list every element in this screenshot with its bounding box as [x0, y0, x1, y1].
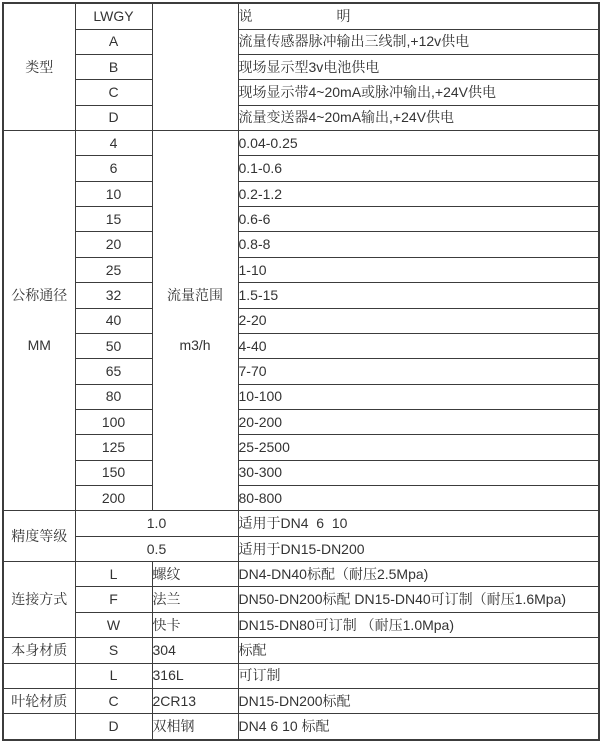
material-label-cell [3, 663, 75, 688]
table-row [3, 105, 599, 130]
dn-cell: 200 [75, 486, 152, 511]
table-row [3, 612, 599, 637]
flow-range-cell: 1.5-15 [238, 283, 599, 308]
material-desc-cell: 标配 [238, 638, 599, 663]
flow-range-cell: 10-100 [238, 384, 599, 409]
flow-range-label [152, 131, 238, 511]
table-row [3, 511, 599, 536]
type-desc-cell: 流量变送器4~20mA输出,+24V供电 [238, 105, 599, 130]
flow-range-cell: 25-2500 [238, 435, 599, 460]
accuracy-section-label: 精度等级 [3, 511, 75, 562]
material-code-cell: L [75, 663, 152, 688]
table-row [3, 384, 599, 409]
material-label-cell: 本身材质 [3, 638, 75, 663]
table-row [3, 435, 599, 460]
type-code-cell: D [75, 105, 152, 130]
table-row [3, 207, 599, 232]
table-row [3, 562, 599, 587]
dn-cell: 15 [75, 207, 152, 232]
type-spacer-cell [152, 3, 238, 131]
diameter-section-label [3, 131, 75, 511]
table-row [3, 587, 599, 612]
material-name-cell: 316L [152, 663, 238, 688]
dn-cell: 125 [75, 435, 152, 460]
diameter-label-line2: MM [27, 337, 51, 354]
dn-cell: 4 [75, 131, 152, 156]
type-code-cell: A [75, 29, 152, 54]
type-desc-cell: 流量传感器脉冲输出三线制,+12v供电 [238, 29, 599, 54]
table-row [3, 80, 599, 105]
dn-cell: 6 [75, 156, 152, 181]
table-row [3, 536, 599, 561]
table-row [3, 308, 599, 333]
connection-name-cell: 法兰 [152, 587, 238, 612]
connection-code-cell: W [75, 612, 152, 637]
desc-header-cell: 说 明 [238, 3, 599, 29]
flow-range-cell: 0.2-1.2 [238, 181, 599, 206]
material-label-cell [3, 714, 75, 740]
accuracy-value-cell: 1.0 [75, 511, 238, 536]
connection-code-cell: F [75, 587, 152, 612]
accuracy-desc-cell: 适用于DN4 6 10 [238, 511, 599, 536]
table-row [3, 714, 599, 740]
dn-cell: 50 [75, 333, 152, 358]
flow-range-cell: 80-800 [238, 486, 599, 511]
flow-range-cell: 0.1-0.6 [238, 156, 599, 181]
table-row [3, 131, 599, 156]
material-desc-cell: 可订制 [238, 663, 599, 688]
connection-section-label: 连接方式 [3, 562, 75, 638]
table-row [3, 283, 599, 308]
material-name-cell: 304 [152, 638, 238, 663]
spec-table [2, 2, 600, 741]
flow-range-cell: 30-300 [238, 460, 599, 485]
dn-cell: 10 [75, 181, 152, 206]
table-row [3, 54, 599, 79]
table-row [3, 359, 599, 384]
type-desc-cell: 现场显示型3v电池供电 [238, 54, 599, 79]
type-desc-cell: 现场显示带4~20mA或脉冲输出,+24V供电 [238, 80, 599, 105]
dn-cell: 80 [75, 384, 152, 409]
type-section-label: 类型 [3, 3, 75, 131]
dn-cell: 25 [75, 257, 152, 282]
table-row [3, 232, 599, 257]
table-row [3, 3, 599, 29]
connection-name-cell: 快卡 [152, 612, 238, 637]
dn-cell: 100 [75, 409, 152, 434]
model-code-cell: LWGY [75, 3, 152, 29]
material-code-cell: C [75, 688, 152, 713]
connection-desc-cell: DN50-DN200标配 DN15-DN40可订制（耐压1.6Mpa) [238, 587, 599, 612]
material-code-cell: S [75, 638, 152, 663]
table-row [3, 486, 599, 511]
flow-label-line2: m3/h [179, 337, 211, 354]
connection-code-cell: L [75, 562, 152, 587]
material-desc-cell: DN15-DN200标配 [238, 688, 599, 713]
type-code-cell: C [75, 80, 152, 105]
dn-cell: 32 [75, 283, 152, 308]
flow-range-cell: 7-70 [238, 359, 599, 384]
type-code-cell: B [75, 54, 152, 79]
accuracy-value-cell: 0.5 [75, 536, 238, 561]
flow-range-cell: 20-200 [238, 409, 599, 434]
flow-range-cell: 0.8-8 [238, 232, 599, 257]
table-row [3, 409, 599, 434]
table-row [3, 257, 599, 282]
material-name-cell: 2CR13 [152, 688, 238, 713]
connection-desc-cell: DN15-DN80可订制 （耐压1.0Mpa) [238, 612, 599, 637]
dn-cell: 65 [75, 359, 152, 384]
table-row [3, 29, 599, 54]
material-name-cell: 双相钢 [152, 714, 238, 740]
dn-cell: 150 [75, 460, 152, 485]
accuracy-desc-cell: 适用于DN15-DN200 [238, 536, 599, 561]
material-label-cell: 叶轮材质 [3, 688, 75, 713]
flow-range-cell: 4-40 [238, 333, 599, 358]
flow-label-line1: 流量范围 [167, 287, 223, 304]
material-desc-cell: DN4 6 10 标配 [238, 714, 599, 740]
diameter-label-line1: 公称通径 [11, 287, 68, 304]
table-row [3, 638, 599, 663]
connection-desc-cell: DN4-DN40标配（耐压2.5Mpa) [238, 562, 599, 587]
dn-cell: 40 [75, 308, 152, 333]
flow-range-cell: 1-10 [238, 257, 599, 282]
table-row [3, 688, 599, 713]
table-row [3, 333, 599, 358]
flow-range-cell: 0.6-6 [238, 207, 599, 232]
table-row [3, 156, 599, 181]
connection-name-cell: 螺纹 [152, 562, 238, 587]
flow-range-cell: 0.04-0.25 [238, 131, 599, 156]
table-row [3, 181, 599, 206]
table-row [3, 663, 599, 688]
flow-range-cell: 2-20 [238, 308, 599, 333]
table-row [3, 460, 599, 485]
dn-cell: 20 [75, 232, 152, 257]
material-code-cell: D [75, 714, 152, 740]
